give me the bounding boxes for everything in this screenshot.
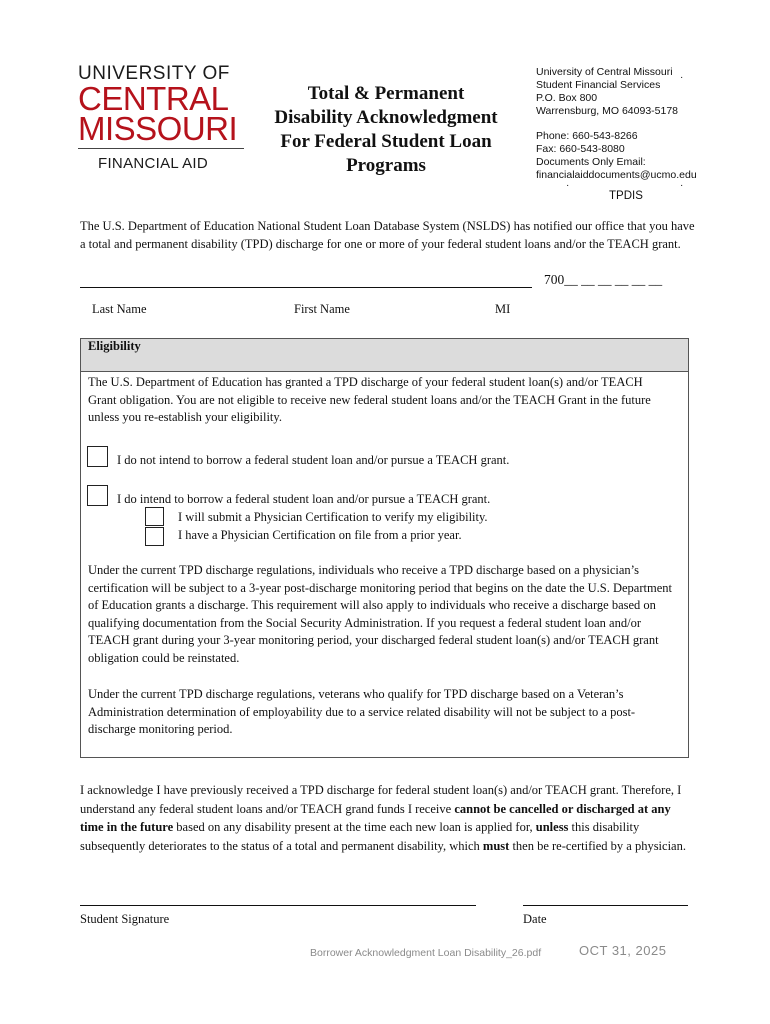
date-label: Date xyxy=(523,912,547,926)
title-line-3: For Federal Student Loan xyxy=(280,131,492,152)
student-id-field[interactable]: 700__ __ __ __ __ __ xyxy=(544,272,663,287)
name-input-line[interactable] xyxy=(80,287,532,288)
ack-line-4 xyxy=(80,837,700,856)
eligibility-paragraph-2 xyxy=(88,562,688,667)
ack-line-2-text: understand any federal student loans and/or TEACH grand funds I receive xyxy=(80,801,455,816)
elig-p2-line-3: of Education grants a discharge. This requirement will also apply to individuals who receive a discharge based on xyxy=(88,598,656,612)
checkbox-no-borrow[interactable] xyxy=(87,446,108,467)
checkbox-cert-on-file[interactable] xyxy=(145,527,164,546)
ack-emphasis-must: must xyxy=(482,838,510,853)
ack-emphasis-time-in-future: time in the future xyxy=(80,820,174,834)
form-mark-dot: · xyxy=(680,180,684,191)
title-line-4: Programs xyxy=(346,155,426,176)
eligibility-header xyxy=(81,339,688,372)
form-mark-dot: · xyxy=(566,180,570,191)
ack-line-3 xyxy=(80,818,700,837)
student-signature-line[interactable] xyxy=(80,905,476,906)
contact-dept: Student Financial Services xyxy=(536,79,661,91)
middle-initial-label: MI xyxy=(495,302,511,316)
elig-p3-line-2: Administration determination of employability due to a service related disability will not be subject to a post- xyxy=(88,704,636,719)
intro-line-1: The U.S. Department of Education National Student Loan Database System (NSLDS) has notified our office that you have xyxy=(80,219,695,233)
ack-emphasis-cannot-be-cancelled: cannot be cancelled or discharged at any xyxy=(454,801,671,816)
sub-option-submit-cert-label: I will submit a Physician Certification to verify my eligibility. xyxy=(178,510,488,524)
document-title xyxy=(266,82,506,178)
ack-line-4-tail: then be re-certified by a physician. xyxy=(509,838,686,853)
received-date-stamp: OCT 31, 2025 xyxy=(579,943,667,958)
form-code: TPDIS xyxy=(609,190,643,202)
elig-p3-line-3: discharge monitoring period. xyxy=(88,722,233,736)
logo-line-university-of: UNIVERSITY OF xyxy=(78,63,230,84)
contact-block xyxy=(536,66,736,182)
elig-p2-line-2: certification will be subject to a 3-year post-discharge monitoring period that begins on the date the U.S. Department xyxy=(88,580,672,595)
elig-p2-line-4: qualifying documentation from the Social Security Administration. If you request a federal student loan and/or xyxy=(88,615,641,630)
elig-p1-line-2: Grant obligation. You are not eligible to receive new federal student loans and/or the TEACH Grant in the future xyxy=(88,392,651,407)
contact-po-box: P.O. Box 800 xyxy=(536,92,598,104)
logo-line-central: CENTRAL xyxy=(78,80,229,117)
logo-line-financial-aid: FINANCIAL AID xyxy=(98,155,209,172)
ack-line-3-text: based on any disability present at the time each new loan is applied for, xyxy=(173,820,536,834)
first-name-label: First Name xyxy=(294,302,350,316)
elig-p2-line-6: obligation could be reinstated. xyxy=(88,650,240,665)
acknowledgment-paragraph xyxy=(80,781,700,855)
footer-filename: Borrower Acknowledgment Loan Disability_26.pdf xyxy=(310,947,542,959)
ack-line-2 xyxy=(80,800,700,819)
sub-option-cert-on-file-label: I have a Physician Certification on file from a prior year. xyxy=(178,528,462,542)
option-no-borrow-label: I do not intend to borrow a federal student loan and/or pursue a TEACH grant. xyxy=(117,453,510,467)
logo-line-missouri: MISSOURI xyxy=(78,110,238,147)
eligibility-paragraph-3 xyxy=(88,686,688,739)
date-line[interactable] xyxy=(523,905,688,906)
intro-paragraph xyxy=(80,218,710,253)
ack-line-1: I acknowledge I have previously received a TPD discharge for federal student loan(s) and/or TEACH grant. Therefore, I xyxy=(80,783,682,797)
student-signature-label: Student Signature xyxy=(80,912,170,926)
logo-divider xyxy=(78,148,244,149)
contact-city: Warrensburg, MO 64093-5178 xyxy=(536,105,679,117)
elig-p3-line-1: Under the current TPD discharge regulations, veterans who qualify for TPD discharge based on a Veteran’s xyxy=(88,687,624,701)
form-mark-dot: · xyxy=(680,72,684,83)
elig-p1-line-1: The U.S. Department of Education has granted a TPD discharge of your federal student loan(s) and/or TEACH xyxy=(88,375,643,389)
title-line-2: Disability Acknowledgment xyxy=(274,107,498,128)
title-line-1: Total & Permanent xyxy=(307,83,465,104)
ack-line-4-text: subsequently deteriorates to the status of a total and permanent disability, which xyxy=(80,838,483,853)
checkbox-submit-physician-cert[interactable] xyxy=(145,507,164,526)
intro-line-2: a total and permanent disability (TPD) discharge for one or more of your federal student loans and/or the TEACH grant. xyxy=(80,236,681,251)
ack-line-3-tail: this disability xyxy=(568,820,640,834)
contact-email: financialaiddocuments@ucmo.edu xyxy=(536,169,697,181)
contact-org: University of Central Missouri xyxy=(536,66,673,78)
contact-docs-label: Documents Only Email: xyxy=(536,156,646,168)
checkbox-intend-borrow[interactable] xyxy=(87,485,108,506)
elig-p2-line-1: Under the current TPD discharge regulations, individuals who receive a TPD discharge based on a physician’s xyxy=(88,563,640,577)
ucm-financial-aid-logo xyxy=(78,64,244,172)
eligibility-heading: Eligibility xyxy=(88,339,141,353)
option-intend-borrow-label: I do intend to borrow a federal student loan and/or pursue a TEACH grant. xyxy=(117,492,491,506)
elig-p1-line-3: unless you re-establish your eligibility. xyxy=(88,410,282,424)
ack-emphasis-unless: unless xyxy=(535,820,569,834)
contact-fax: Fax: 660-543-8080 xyxy=(536,143,625,155)
eligibility-paragraph-1 xyxy=(88,374,683,427)
contact-phone: Phone: 660-543-8266 xyxy=(536,130,638,142)
elig-p2-line-5: TEACH grant during your 3-year monitoring period, your discharged federal student loan(s) and/or TEACH grant xyxy=(88,633,659,647)
last-name-label: Last Name xyxy=(92,302,147,316)
